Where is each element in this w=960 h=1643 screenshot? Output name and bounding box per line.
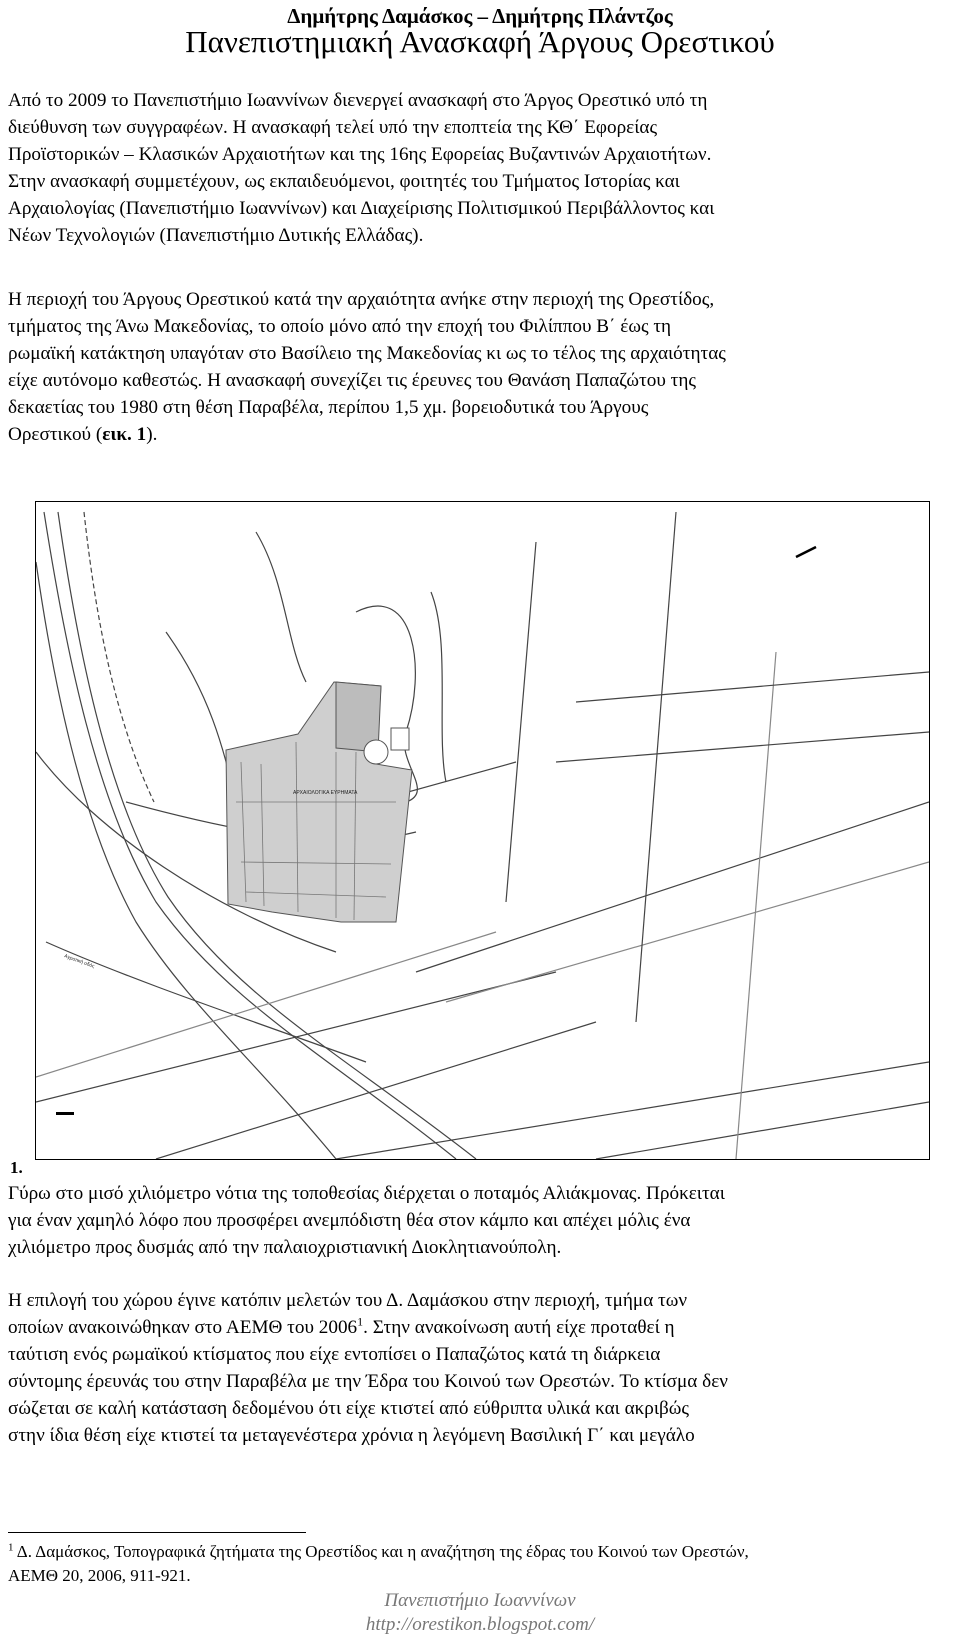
scale-bar-icon (56, 1112, 74, 1115)
footnote-number: 1 (8, 1541, 14, 1554)
map-building-label: ΑΡΧΑΙΟΛΟΓΙΚΑ ΕΥΡΗΜΑΤΑ (293, 790, 358, 796)
footnote (8, 1540, 960, 1588)
paragraph-location (8, 1180, 960, 1261)
text-line (8, 421, 960, 448)
figure-reference: εικ. 1 (102, 424, 147, 445)
text-line: Η περιοχή του Άργους Ορεστικού κατά την αρχαιότητα ανήκε στην περιοχή της Ορεστίδος, (8, 289, 715, 310)
text-fragment: Ορεστικού ( (8, 424, 103, 445)
text-line: για έναν χαμηλό λόφο που προσφέρει ανεμπόδιστη θέα στον κάμπο και απέχει μόλις ένα (8, 1210, 691, 1231)
paragraph-history (8, 286, 960, 448)
footnote-text: ΑΕΜΘ 20, 2006, 911-921. (8, 1566, 191, 1585)
text-line: ρωμαϊκή κατάκτηση υπαγόταν στο Βασίλειο της Μακεδονίας κι ως το τέλος της αρχαιότητας (8, 343, 726, 364)
paragraph-site-choice (8, 1287, 960, 1449)
site-plan-drawing (36, 502, 929, 1159)
footnote-divider (8, 1532, 306, 1533)
text-fragment: οποίων ανακοινώθηκαν στο ΑΕΜΘ του 2006 (8, 1317, 358, 1338)
text-fragment: . Στην ανακοίνωση αυτή είχε προταθεί η (363, 1317, 675, 1338)
text-line: σώζεται σε καλή κατάσταση δεδομένου ότι είχε κτιστεί από εύθριπτα υλικά και ακριβώς (8, 1398, 690, 1419)
paragraph-intro (8, 87, 960, 249)
footer-institution: Πανεπιστήμιο Ιωαννίνων (384, 1590, 576, 1611)
text-line: δεκαετίας του 1980 στη θέση Παραβέλα, περίπου 1,5 χμ. βορειοδυτικά του Άργους (8, 397, 649, 418)
text-line: τμήματος της Άνω Μακεδονίας, το οποίο μόνο από την εποχή του Φιλίππου Β΄ έως τη (8, 316, 672, 337)
text-line: Στην ανασκαφή συμμετέχουν, ως εκπαιδευόμενοι, φοιτητές του Τμήματος Ιστορίας και (8, 171, 680, 192)
text-line: σύντομης έρευνάς του στην Παραβέλα με την Έδρα του Κοινού των Ορεστών. Το κτίσμα δεν (8, 1371, 728, 1392)
text-line: στην ίδια θέση είχε κτιστεί τα μεταγενέστερα χρόνια η λεγόμενη Βασιλική Γ΄ και μεγάλο (8, 1425, 695, 1446)
authors-line: Δημήτρης Δαμάσκος – Δημήτρης Πλάντζος (287, 4, 673, 28)
figure-label: 1. (10, 1158, 23, 1177)
text-line: Από το 2009 το Πανεπιστήμιο Ιωαννίνων διενεργεί ανασκαφή στο Άργος Ορεστικό υπό τη (8, 90, 708, 111)
north-arrow-icon (796, 547, 816, 557)
text-line: Η επιλογή του χώρου έγινε κατόπιν μελετών του Δ. Δαμάσκου στην περιοχή, τμήμα των (8, 1290, 688, 1311)
text-line (8, 1314, 960, 1341)
page-title: Πανεπιστημιακή Ανασκαφή Άργους Ορεστικού (185, 24, 775, 59)
footnote-text: Δ. Δαμάσκος, Τοπογραφικά ζητήματα της Ορεστίδος και η αναζήτηση της έδρας του Κοινού των Ορεστών, (13, 1542, 749, 1561)
text-line: είχε αυτόνομο καθεστώς. Η ανασκαφή συνεχίζει τις έρευνες του Θανάση Παπαζώτου της (8, 370, 696, 391)
text-line: χιλιόμετρο προς δυσμάς από την παλαιοχριστιανική Διοκλητιανούπολη. (8, 1237, 562, 1258)
site-plan-map (35, 501, 930, 1160)
text-line: ταύτιση ενός ρωμαϊκού κτίσματος που είχε εντοπίσει ο Παπαζώτος κατά τη διάρκεια (8, 1344, 661, 1365)
text-line: Γύρω στο μισό χιλιόμετρο νότια της τοποθεσίας διέρχεται ο ποταμός Αλιάκμονας. Πρόκειται (8, 1183, 725, 1204)
text-line: Προϊστορικών – Κλασικών Αρχαιοτήτων και της 16ης Εφορείας Βυζαντινών Αρχαιοτήτων. (8, 144, 712, 165)
footer-url[interactable]: http://orestikon.blogspot.com/ (365, 1614, 595, 1635)
map-road-label: Αγροτική οδός (63, 953, 96, 970)
footnote-ref: 1 (357, 1314, 364, 1329)
text-line: Αρχαιολογίας (Πανεπιστήμιο Ιωαννίνων) και Διαχείρισης Πολιτισμικού Περιβάλλοντος και (8, 198, 715, 219)
text-line: Νέων Τεχνολογιών (Πανεπιστήμιο Δυτικής Ελλάδας). (8, 225, 424, 246)
text-fragment: ). (146, 424, 158, 445)
text-line: διεύθυνση των συγγραφέων. Η ανασκαφή τελεί υπό την εποπτεία της ΚΘ΄ Εφορείας (8, 117, 658, 138)
